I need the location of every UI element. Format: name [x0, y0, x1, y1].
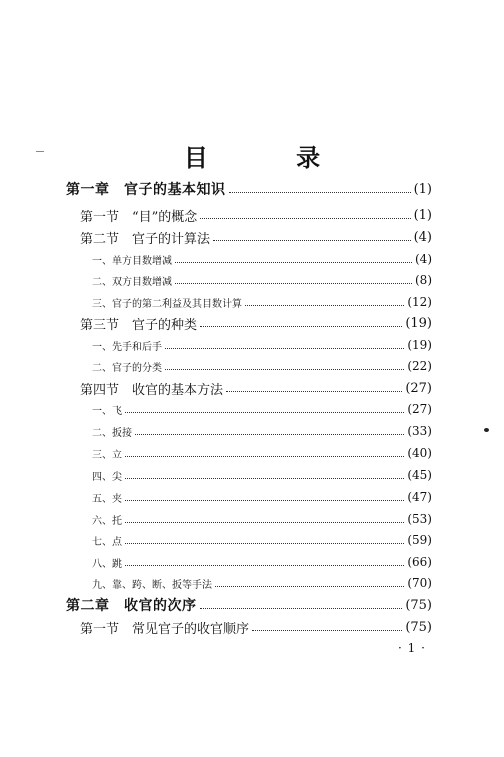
- toc-entry-label: 第一章 官子的基本知识: [66, 182, 226, 198]
- toc-entry-label: 四、尖: [92, 471, 122, 483]
- toc-entry-item: [92, 442, 432, 464]
- toc-entry-label: 第四节 收官的基本方法: [80, 382, 224, 398]
- toc-entry-item: [92, 486, 432, 508]
- dot-leader: [125, 543, 404, 544]
- page-title: 目 录: [183, 144, 361, 172]
- toc-entry-page: (45): [407, 468, 432, 482]
- toc-entry-item: [92, 464, 432, 486]
- dot-leader: [252, 630, 402, 631]
- toc-entry-section: [80, 226, 432, 248]
- toc-entry-page: (8): [415, 273, 432, 287]
- toc-entry-page: (70): [407, 576, 432, 590]
- scan-speck: [36, 151, 44, 152]
- toc-entry-label: 五、夹: [92, 493, 122, 505]
- toc-entry-label: 二、扳接: [92, 427, 132, 439]
- dot-leader: [125, 456, 404, 457]
- dot-leader: [226, 391, 402, 392]
- dot-leader: [165, 348, 404, 349]
- toc-entry-item: [92, 529, 432, 551]
- toc-entry-item: [92, 398, 432, 420]
- toc-entry-section: [80, 377, 432, 399]
- toc-entry-page: (4): [413, 229, 432, 245]
- dot-leader: [213, 240, 411, 241]
- toc-entry-label: 三、官子的第二利益及其目数计算: [92, 298, 242, 310]
- toc-entry-item: [92, 291, 432, 313]
- dot-leader: [175, 262, 412, 263]
- toc-entry-item: [92, 508, 432, 530]
- toc-entry-page: (1): [413, 181, 432, 197]
- toc-entry-page: (53): [407, 512, 432, 526]
- page-number: · 1 ·: [398, 641, 426, 655]
- toc-entry-label: 七、点: [92, 536, 122, 548]
- dot-leader: [125, 412, 404, 413]
- dot-leader: [125, 565, 404, 566]
- toc-entry-label: 六、托: [92, 515, 122, 527]
- toc-entry-page: (47): [407, 490, 432, 504]
- dot-leader: [175, 283, 412, 284]
- toc-entry-label: 第一节 “目”的概念: [80, 209, 198, 225]
- scan-speck: [484, 428, 489, 432]
- toc-entry-page: (1): [413, 207, 432, 223]
- toc-entry-page: (27): [407, 402, 432, 416]
- toc-entry-page: (40): [407, 446, 432, 460]
- toc-entry-page: (66): [407, 555, 432, 569]
- toc-entry-label: 一、单方目数增减: [92, 255, 172, 267]
- toc-entry-item: [92, 420, 432, 442]
- toc-entry-page: (4): [415, 252, 432, 266]
- toc-entry-item: [92, 355, 432, 377]
- toc-entry-page: (19): [407, 338, 432, 352]
- toc-entry-section: [80, 312, 432, 334]
- toc-entry-chapter: [66, 594, 432, 616]
- toc-entry-item: [92, 551, 432, 573]
- toc-entry-item: [92, 248, 432, 270]
- toc-entry-label: 二、双方目数增减: [92, 276, 172, 288]
- toc-entry-item: [92, 269, 432, 291]
- toc-entry-page: (12): [407, 295, 432, 309]
- dot-leader: [245, 305, 404, 306]
- toc-entry-label: 第一节 常见官子的收官顺序: [80, 621, 250, 637]
- dot-leader: [165, 369, 404, 370]
- toc-entry-page: (59): [407, 533, 432, 547]
- toc-entry-page: (22): [407, 359, 432, 373]
- toc-entry-item: [92, 572, 432, 594]
- toc-entry-label: 一、飞: [92, 405, 122, 417]
- dot-leader: [200, 326, 402, 327]
- dot-leader: [125, 522, 404, 523]
- dot-leader: [200, 608, 403, 609]
- toc-entry-label: 一、先手和后手: [92, 341, 162, 353]
- toc-entry-page: (27): [405, 380, 432, 396]
- toc-entry-label: 第二节 官子的计算法: [80, 231, 211, 247]
- dot-leader: [200, 218, 410, 219]
- dot-leader: [215, 586, 404, 587]
- toc-entry-label: 第三节 官子的种类: [80, 317, 198, 333]
- toc-entry-section: [80, 616, 432, 638]
- dot-leader: [135, 434, 404, 435]
- toc-entry-page: (75): [405, 597, 432, 613]
- toc-entry-section: [80, 204, 432, 226]
- toc-entry-label: 二、官子的分类: [92, 362, 162, 374]
- dot-leader: [125, 500, 404, 501]
- toc-entry-label: 第二章 收官的次序: [66, 598, 197, 614]
- toc-entry-label: 三、立: [92, 449, 122, 461]
- toc-entry-chapter: [66, 178, 432, 200]
- toc-entry-page: (75): [405, 619, 432, 635]
- toc-entry-label: 八、跳: [92, 558, 122, 570]
- toc-entry-label: 九、靠、跨、断、扳等手法: [92, 579, 212, 591]
- dot-leader: [125, 478, 404, 479]
- toc-entry-page: (33): [407, 424, 432, 438]
- toc-entry-page: (19): [405, 315, 432, 331]
- dot-leader: [229, 192, 411, 193]
- toc-entry-item: [92, 334, 432, 356]
